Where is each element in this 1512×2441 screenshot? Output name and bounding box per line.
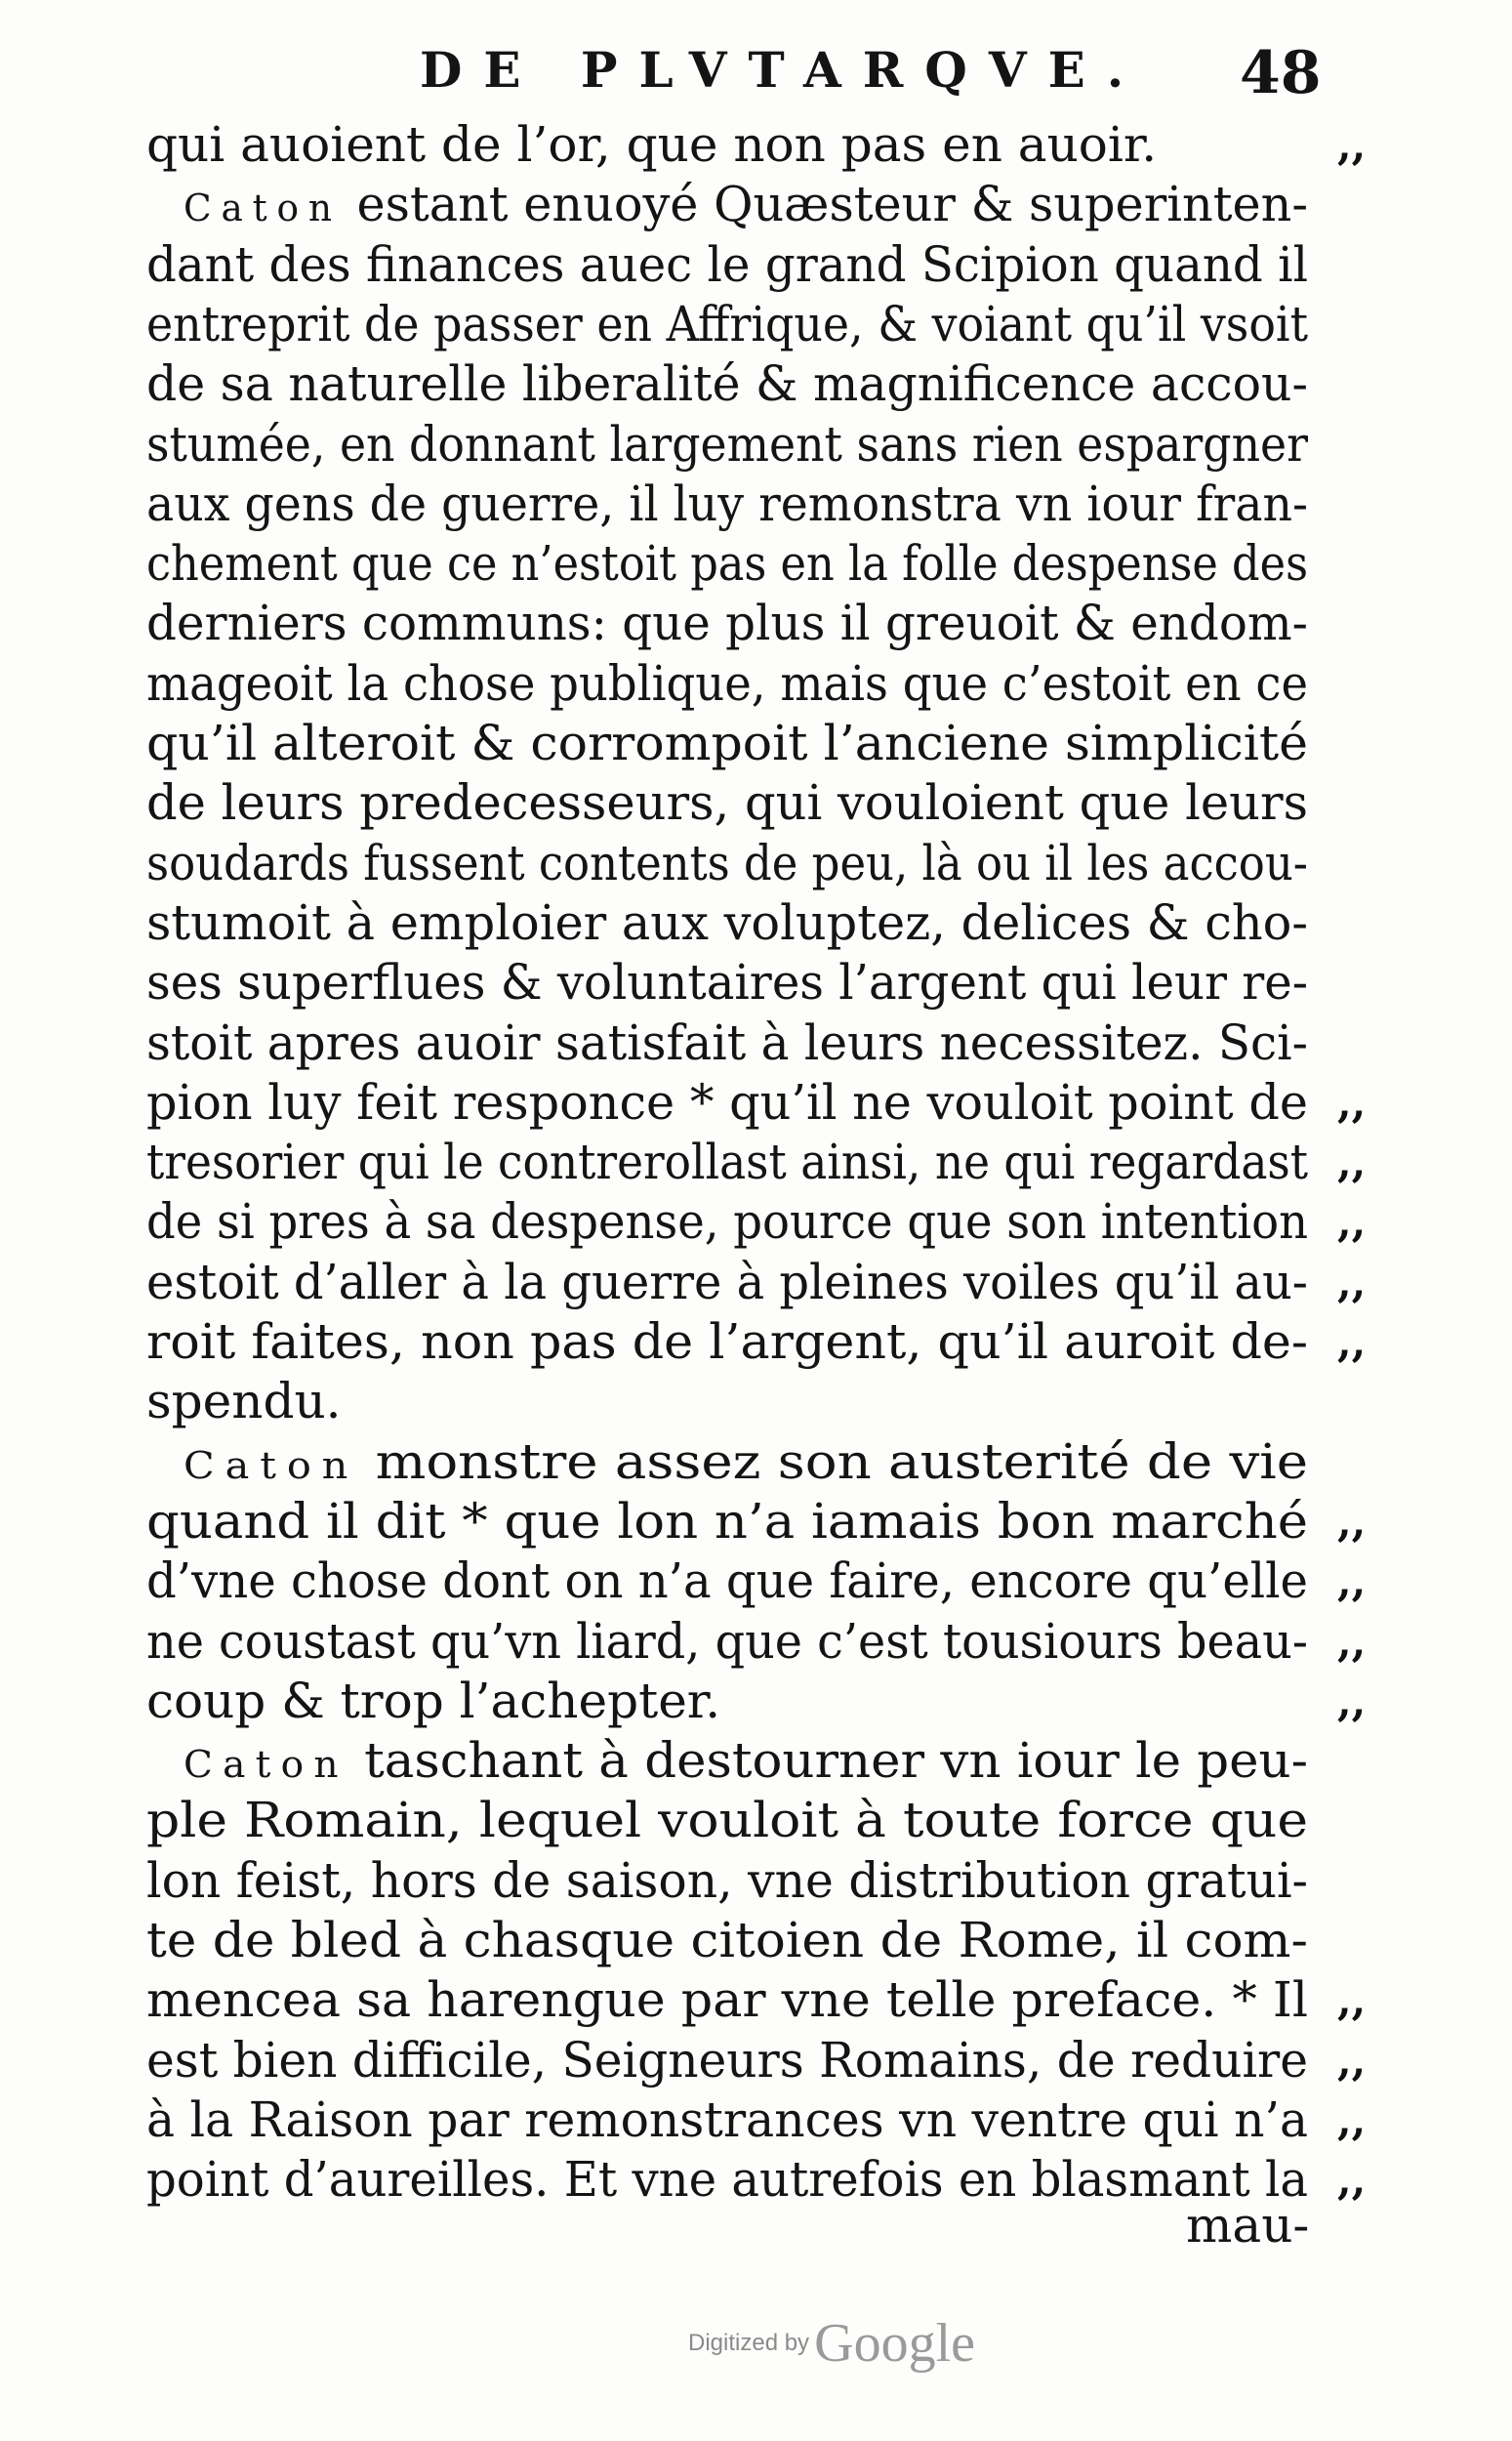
line-content [146,893,1308,953]
line-text: ses superflues & voluntaires l’argent qui leur re- [146,954,1308,1012]
text-line [146,1551,1354,1611]
text-line [146,1192,1397,1252]
line-text: à la Raison par remonstrances vn ventre qui n’a [146,2090,1308,2148]
marginal-quote-mark: ,, [1337,2095,1367,2144]
small-caps-name: Caton [184,1443,359,1487]
line-content [146,1492,1308,1551]
marginal-quote-mark: ,, [1337,1617,1367,1666]
line-text: derniers communs: que plus il greuoit & endom- [146,595,1308,652]
line-text: ne coustast qu’vn liard, que c’est tousiours beau- [146,1612,1308,1670]
line-text: point d’aureilles. Et vne autrefois en blasmant la [146,2151,1308,2209]
text-line [146,1851,1338,1911]
running-head: DE PLVTARQVE. [420,41,1146,99]
line-content [146,235,1308,295]
line-text: estoit d’aller à la guerre à pleines voiles qu’il au- [146,1253,1308,1310]
line-text: qu’il alteroit & corrompoit l’anciene simplicité [146,715,1308,771]
text-line [146,354,1335,414]
line-text: tresorier qui le contrerollast ainsi, ne qui regardast [146,1134,1308,1191]
line-content [146,773,1308,833]
line-text: chement que ce n’estoit pas en la folle despense des [146,535,1308,593]
line-text: est bien difficile, Seigneurs Romains, de reduire [146,2031,1308,2089]
text-line [146,654,1395,714]
marginal-quote-mark: ,, [1337,1198,1367,1247]
marginal-quote-mark: ,, [1337,1318,1367,1366]
text-line [184,1432,1308,1492]
line-text: stumoit à emploier aux voluptez, delices & cho- [146,893,1308,951]
catchword: mau- [1186,2197,1310,2254]
marginal-quote-mark: ,, [1337,1497,1367,1546]
text-line [146,834,1439,893]
line-text: aux gens de guerre, il luy remonstra vn iour fran- [146,475,1308,532]
line-text: monstre assez son austerité de vie [358,1432,1308,1490]
text-line [146,594,1349,653]
line-text: qui auoient de l’or, que non pas en auoir. [146,116,1158,173]
line-text: de sa naturelle liberalité & magnificence accou- [146,355,1308,413]
line-text: mageoit la chose publique, mais que c’estoit en ce [146,654,1308,712]
marginal-quote-mark: ,, [1337,1078,1367,1127]
line-text: entreprit de passer en Affrique, & voiant qu’il vsoit [146,295,1308,352]
line-content [146,953,1308,1013]
text-line [146,2150,1354,2210]
text-line [146,1911,1308,1970]
text-line [146,2031,1341,2090]
marginal-quote-mark: ,, [1337,2156,1367,2205]
page-number: 48 [1240,39,1322,107]
line-text: spendu. [146,1373,342,1430]
text-line [146,1612,1365,1672]
small-caps-name: Caton [184,1743,348,1787]
line-content [184,175,1308,238]
text-line [146,534,1447,594]
line-text: dant des finances auec le grand Scipion quand il [146,235,1308,293]
marginal-quote-mark: ,, [1337,121,1367,169]
text-line [146,1672,720,1731]
line-text: coup & trop l’achepter. [146,1672,721,1729]
line-content [146,1851,1308,1911]
line-text: te de bled à chasque citoien de Rome, il com- [146,1912,1308,1968]
line-text: soudards fussent contents de peu, là ou il les accou- [146,834,1308,891]
line-content [146,354,1308,414]
line-text: estant enuoyé Quæsteur & superinten- [341,176,1308,233]
text-line [146,115,1157,175]
line-content [146,2090,1308,2150]
line-content [146,1192,1308,1252]
line-content [146,1791,1308,1850]
text-line [146,1492,1308,1551]
text-line [146,415,1416,475]
text-line [146,773,1321,833]
text-line [146,1312,1308,1372]
text-line [146,714,1308,773]
line-text: ple Romain, lequel vouloit à toute force que [146,1792,1308,1849]
text-line [146,1791,1308,1850]
text-line [146,1073,1327,1133]
text-line [146,893,1324,953]
line-content [146,1372,342,1431]
text-line [146,2090,1338,2150]
text-line [146,1970,1308,2030]
line-text: stumée, en donnant largement sans rien espargner [146,415,1308,473]
text-line [146,953,1353,1013]
line-content [146,714,1308,773]
line-text: mencea sa harengue par vne telle preface. * Il [146,1971,1308,2029]
line-content [146,115,1157,175]
line-content [146,1551,1308,1611]
marginal-quote-mark: ,, [1337,1557,1367,1606]
marginal-quote-mark: ,, [1337,1258,1367,1306]
text-line [146,295,1413,354]
text-line [146,1253,1359,1312]
text-line [146,1372,342,1431]
line-content [146,1672,720,1731]
line-text: taschant à destourner vn iour le peu- [347,1732,1308,1790]
line-content [146,1073,1308,1133]
line-content [146,534,1308,594]
marginal-quote-mark: ,, [1337,2036,1367,2085]
line-text: lon feist, hors de saison, vne distribution gratui- [146,1851,1308,1909]
marginal-quote-mark: ,, [1337,1676,1367,1725]
line-content [146,415,1308,475]
line-content [146,1133,1308,1192]
line-content [146,1970,1308,2030]
line-content [146,1253,1308,1312]
google-logo: Google [814,2313,976,2374]
line-text: roit faites, non pas de l’argent, qu’il auroit de- [146,1313,1308,1370]
line-content [146,654,1308,714]
text-line [146,475,1372,534]
line-text: stoit apres auoir satisfait à leurs necessitez. Sci- [146,1014,1308,1071]
digitized-watermark [688,2312,975,2375]
line-text: de leurs predecesseurs, qui vouloient que leurs [146,774,1308,832]
line-content [146,594,1308,653]
text-line [146,235,1350,295]
line-content [146,834,1308,893]
line-content [146,2150,1308,2210]
line-content [146,1612,1308,1672]
line-content [146,1911,1308,1970]
text-line [184,1731,1308,1791]
line-text: d’vne chose dont on n’a que faire, encore qu’elle [146,1552,1308,1610]
line-content [184,1432,1308,1496]
text-line [146,1014,1346,1073]
line-content [146,1312,1308,1372]
line-content [146,2031,1308,2090]
line-text: pion luy feit responce * qu’il ne vouloit point de [146,1073,1308,1131]
marginal-quote-mark: ,, [1337,1976,1367,2025]
line-text: quand il dit * que lon n’a iamais bon marché [146,1492,1308,1550]
line-text: de si pres à sa despense, pource que son intention [146,1193,1308,1251]
line-content [146,1014,1308,1073]
marginal-quote-mark: ,, [1337,1138,1367,1187]
watermark-prefix: Digitized by [688,2330,810,2356]
line-content [146,295,1308,354]
text-line [184,175,1326,234]
line-content [184,1731,1308,1795]
line-content [146,475,1308,534]
small-caps-name: Caton [184,186,342,230]
text-line [146,1133,1425,1192]
